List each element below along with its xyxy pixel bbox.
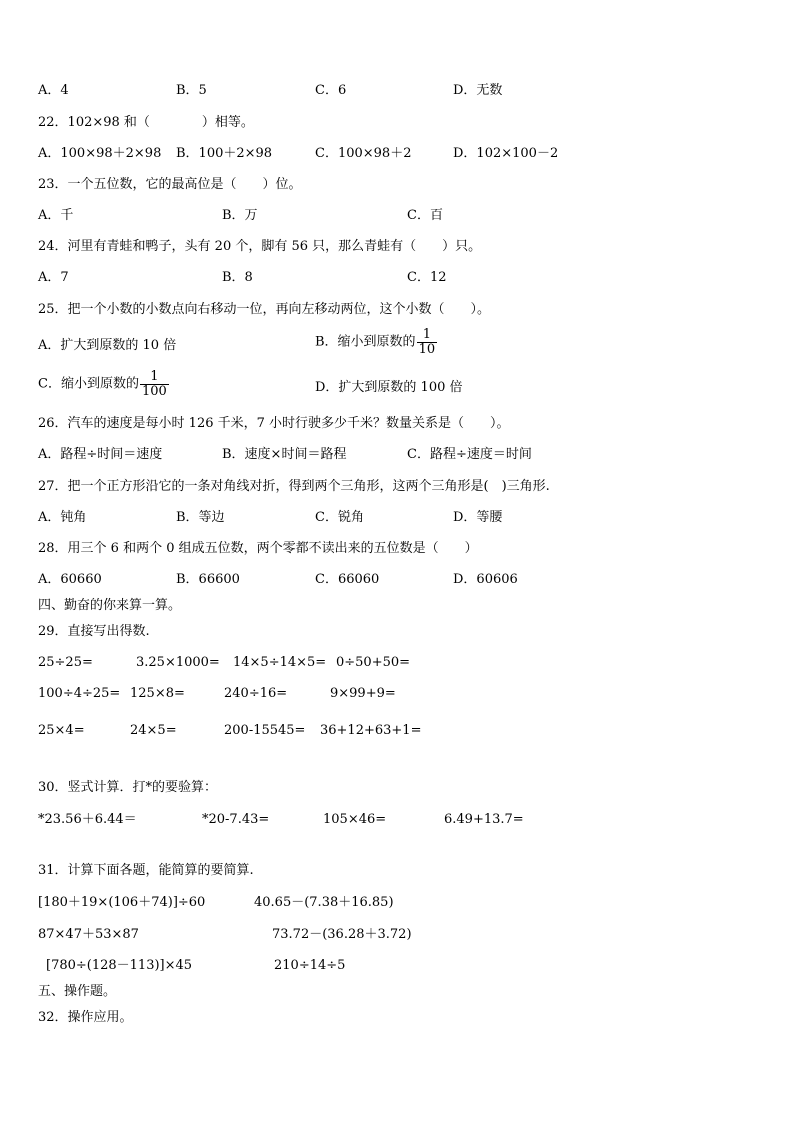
q25-option-c-denominator: 100	[141, 384, 167, 399]
q29-item: 3.25×1000=	[136, 655, 220, 670]
q29-item: 240÷16=	[224, 686, 288, 701]
q23-option-a: A．千	[38, 208, 74, 223]
q24-option-c: C．12	[407, 270, 447, 285]
q22-stem-text: 22．102×98 和（ ）相等。	[38, 115, 254, 130]
q26-option-b: B．速度×时间＝路程	[222, 447, 347, 462]
q29-item: 25×4=	[38, 723, 85, 738]
q29-item: 0÷50+50=	[336, 655, 411, 670]
q23-options	[0, 206, 794, 226]
q25-option-b	[315, 328, 437, 357]
q21-option-d: D．无数	[453, 83, 503, 98]
q23-option-c: C．百	[407, 208, 443, 223]
q27-stem	[0, 477, 794, 497]
q27-option-b: B．等边	[176, 510, 225, 525]
q25-options-row1	[0, 327, 794, 357]
q27-stem-text: 27．把一个正方形沿它的一条对角线对折，得到两个三角形，这两个三角形是( )三角形.	[38, 479, 550, 494]
q31-stem	[0, 861, 794, 881]
q30-item: 105×46=	[323, 812, 387, 827]
q30-item: 6.49+13.7=	[444, 812, 524, 827]
q31-item: 87×47＋53×87	[38, 927, 139, 942]
q25-option-a: A．扩大到原数的 10 倍	[38, 338, 177, 353]
q30-stem-text: 30．竖式计算．打*的要验算：	[38, 780, 218, 795]
q29-item: 125×8=	[130, 686, 185, 701]
q31-item: [780÷(128－113)]×45	[46, 958, 193, 973]
q30-item: *20-7.43=	[202, 812, 270, 827]
q28-options	[0, 570, 794, 590]
q22-stem	[0, 113, 794, 133]
q29-item: 14×5÷14×5=	[233, 655, 327, 670]
q27-option-c: C．锐角	[315, 510, 364, 525]
q24-stem-text: 24．河里有青蛙和鸭子，头有 20 个，脚有 56 只，那么青蛙有（ ）只。	[38, 239, 482, 254]
q29-item: 24×5=	[130, 723, 177, 738]
q28-option-d: D．60606	[453, 572, 518, 587]
q27-options	[0, 508, 794, 528]
q25-option-b-prefix: B．缩小到原数的	[315, 334, 416, 350]
section-4-heading	[0, 596, 794, 616]
section-4-title: 四、勤奋的你来算一算。	[38, 598, 182, 613]
q26-stem	[0, 414, 794, 434]
q31-item: 210÷14÷5	[274, 958, 346, 973]
q31-stem-text: 31．计算下面各题，能简算的要简算.	[38, 863, 254, 878]
q22-option-b: B．100＋2×98	[176, 146, 273, 161]
q28-option-c: C．66060	[315, 572, 380, 587]
section-5-heading	[0, 982, 794, 1002]
q22-option-a: A．100×98＋2×98	[38, 146, 162, 161]
q21-option-c: C．6	[315, 83, 347, 98]
q31-row-3	[0, 956, 794, 976]
q29-row-1	[0, 653, 794, 673]
q25-option-b-fraction	[417, 328, 438, 357]
q25-stem	[0, 300, 794, 320]
q25-option-b-denominator: 10	[418, 342, 436, 357]
q29-item: 100÷4÷25=	[38, 686, 121, 701]
section-5-title: 五、操作题。	[38, 984, 117, 999]
q29-row-2	[0, 684, 794, 704]
q29-item: 36+12+63+1=	[320, 723, 422, 738]
q27-option-a: A．钝角	[38, 510, 87, 525]
q31-row-2	[0, 925, 794, 945]
q24-stem	[0, 237, 794, 257]
q26-option-a: A．路程÷时间＝速度	[38, 447, 163, 462]
q21-options	[0, 81, 794, 101]
q21-option-a: A．4	[38, 83, 69, 98]
q25-option-d: D．扩大到原数的 100 倍	[315, 380, 463, 395]
q26-options	[0, 445, 794, 465]
q31-row-1	[0, 893, 794, 913]
q28-stem-text: 28．用三个 6 和两个 0 组成五位数，两个零都不读出来的五位数是（ ）	[38, 541, 478, 556]
q24-options	[0, 268, 794, 288]
q22-options	[0, 144, 794, 164]
q25-option-c	[38, 370, 169, 399]
q26-option-c: C．路程÷速度＝时间	[407, 447, 532, 462]
q23-stem-text: 23．一个五位数，它的最高位是（ ）位。	[38, 177, 302, 192]
q31-item: 73.72－(36.28＋3.72)	[272, 927, 412, 942]
q24-option-a: A．7	[38, 270, 69, 285]
q27-option-d: D．等腰	[453, 510, 503, 525]
q25-option-b-numerator: 1	[422, 327, 431, 342]
q29-item: 9×99+9=	[330, 686, 396, 701]
q25-stem-text: 25．把一个小数的小数点向右移动一位，再向左移动两位，这个小数（ ）。	[38, 302, 491, 317]
q30-item: *23.56＋6.44＝	[38, 812, 137, 827]
q24-option-b: B．8	[222, 270, 253, 285]
q26-stem-text: 26．汽车的速度是每小时 126 千米，7 小时行驶多少千米？数量关系是（ ）。	[38, 416, 510, 431]
q23-option-b: B．万	[222, 208, 258, 223]
q29-item: 200-15545=	[224, 723, 306, 738]
q25-option-c-fraction	[140, 370, 169, 399]
q28-stem	[0, 539, 794, 559]
q29-stem-text: 29．直接写出得数.	[38, 624, 150, 639]
q21-option-b: B．5	[176, 83, 207, 98]
q30-items	[0, 810, 794, 830]
q25-option-c-prefix: C．缩小到原数的	[38, 376, 139, 392]
q29-row-3	[0, 721, 794, 741]
q28-option-b: B．66600	[176, 572, 240, 587]
q22-option-d: D．102×100－2	[453, 146, 559, 161]
q22-option-c: C．100×98＋2	[315, 146, 412, 161]
q25-option-c-numerator: 1	[150, 369, 159, 384]
q23-stem	[0, 175, 794, 195]
q28-option-a: A．60660	[38, 572, 102, 587]
q31-item: 40.65－(7.38＋16.85)	[254, 895, 394, 910]
q29-item: 25÷25=	[38, 655, 93, 670]
q29-stem	[0, 622, 794, 642]
q31-item: [180＋19×(106＋74)]÷60	[38, 895, 206, 910]
q32-stem	[0, 1008, 794, 1028]
q25-options-row2	[0, 369, 794, 399]
q30-stem	[0, 778, 794, 798]
q32-stem-text: 32．操作应用。	[38, 1010, 133, 1025]
